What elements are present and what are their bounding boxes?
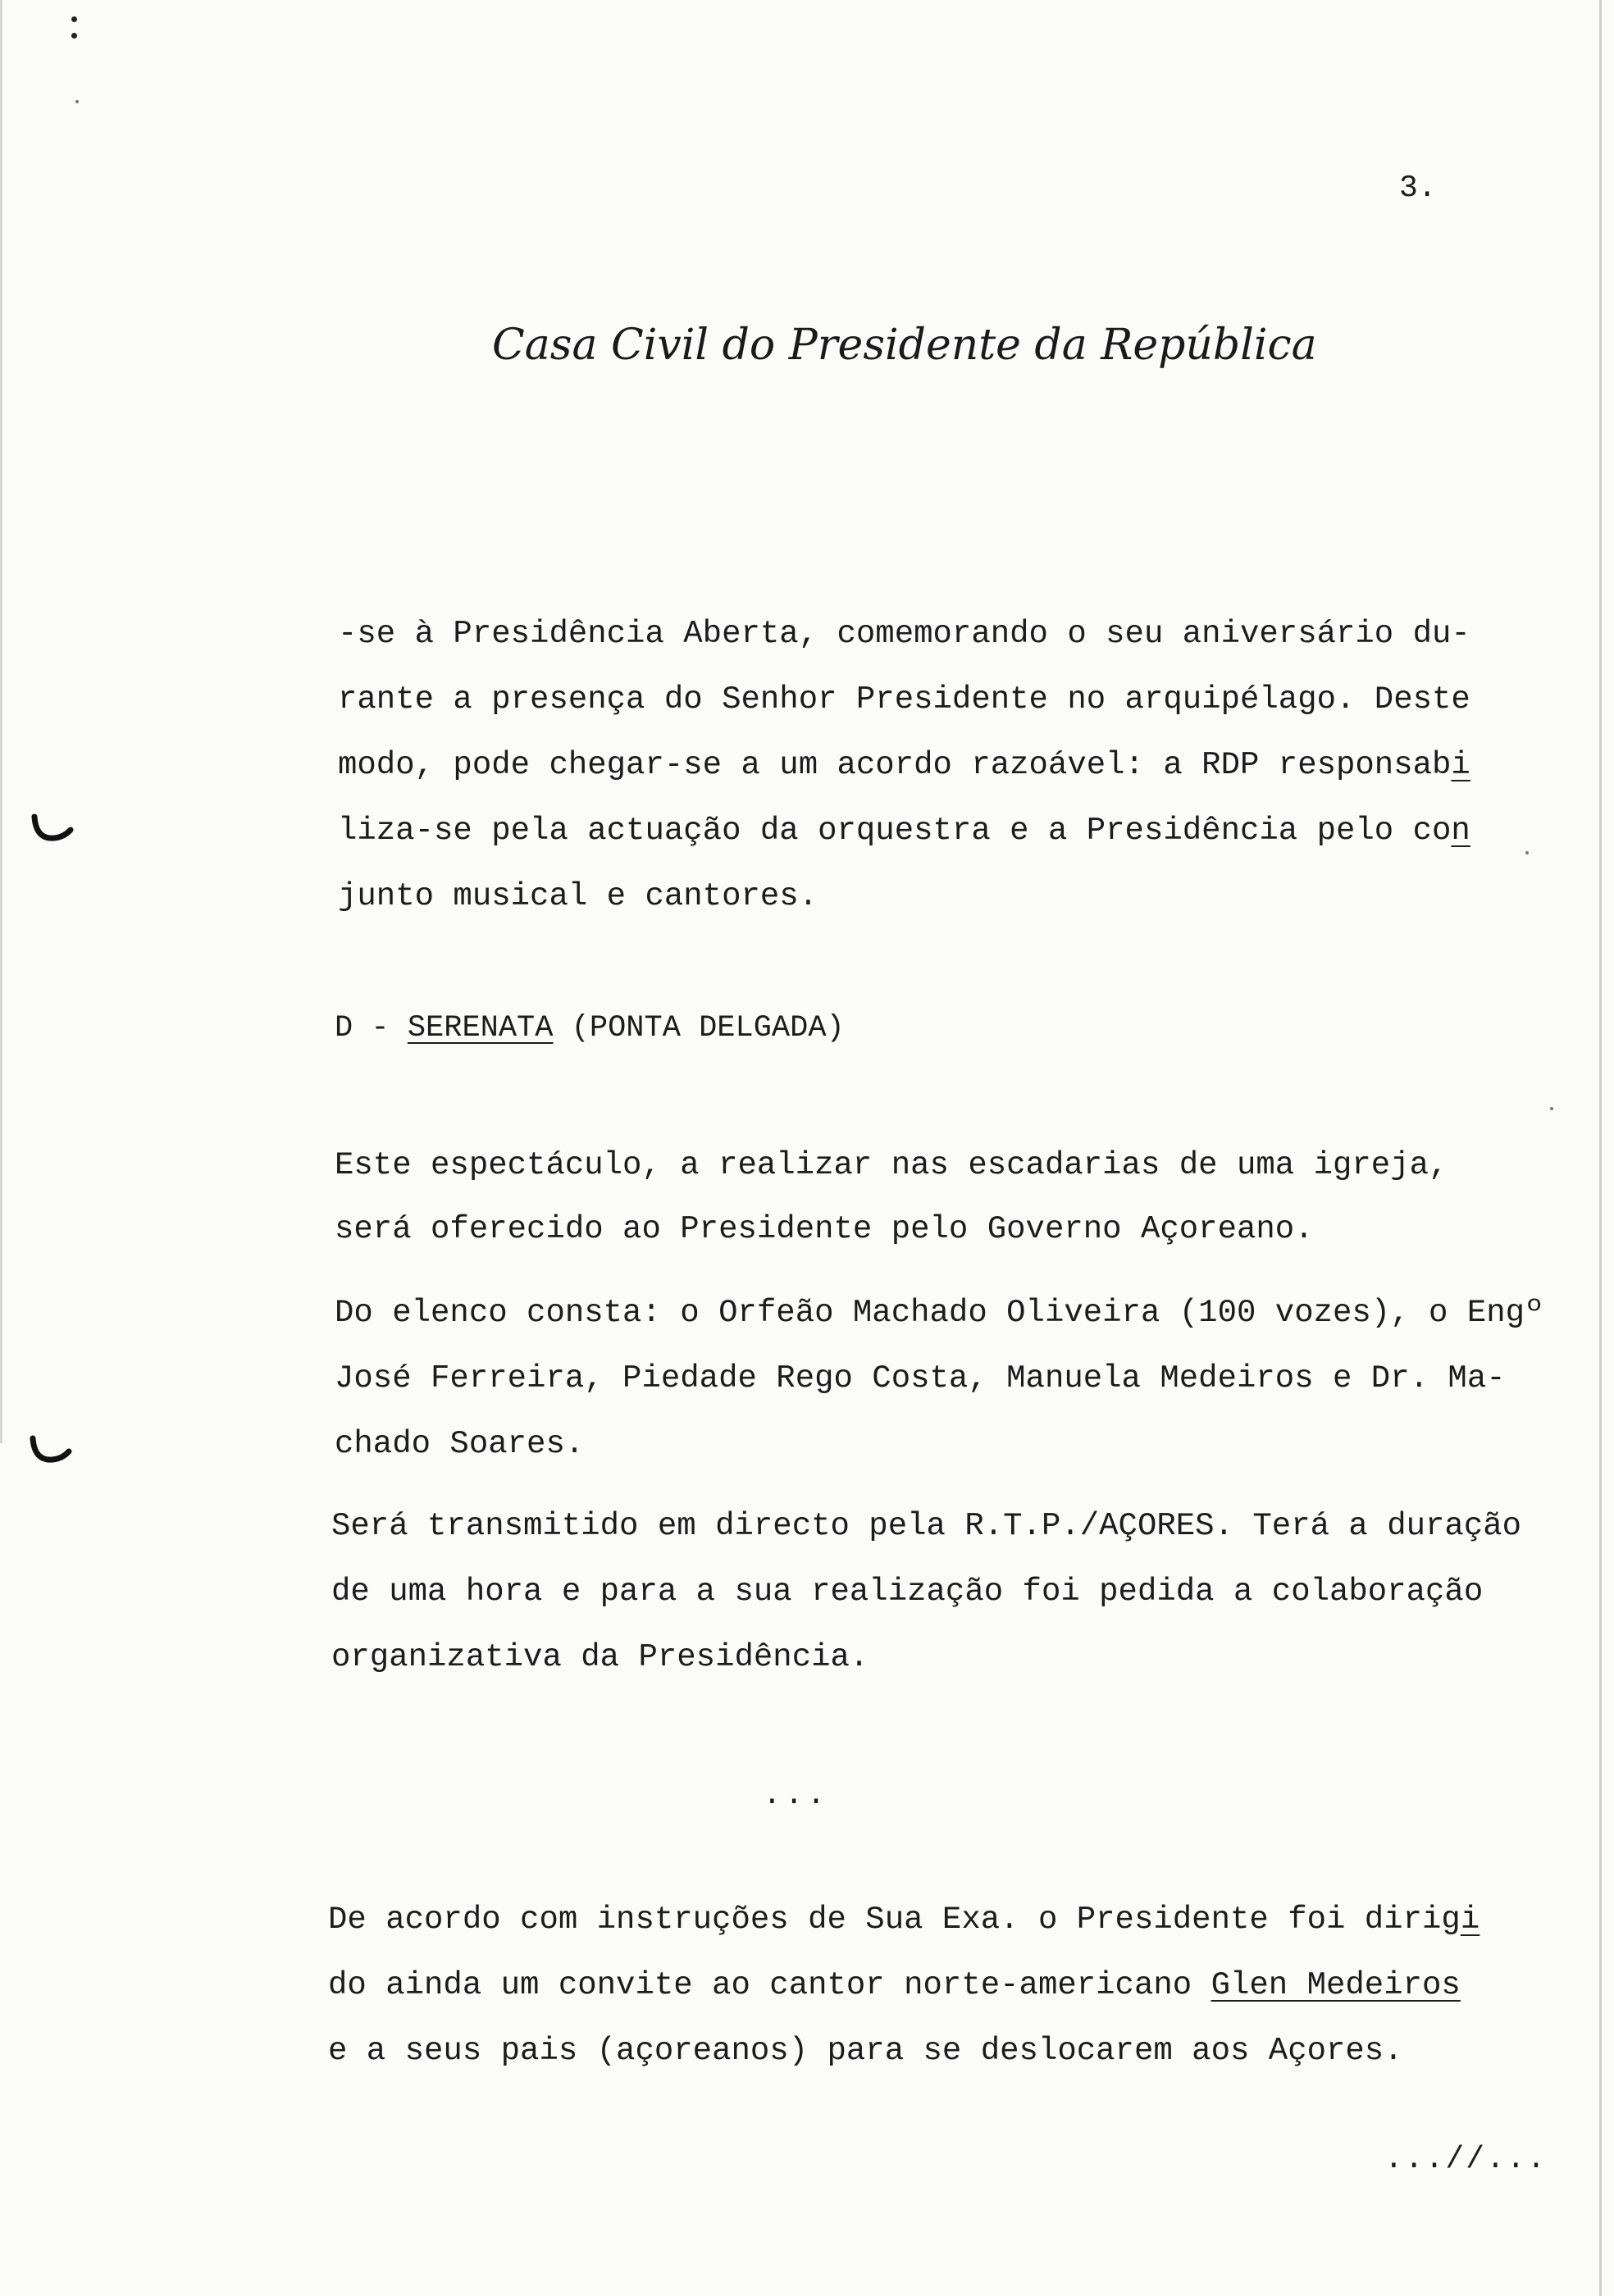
text-line: rante a presença do Senhor Presidente no arquipélago. Deste	[338, 681, 1470, 718]
text-line	[328, 1904, 1480, 1936]
text-line: Este espectáculo, a realizar nas escadarias de uma igreja,	[335, 1147, 1448, 1183]
text-line	[328, 1967, 1461, 2003]
section-heading	[335, 1011, 845, 1046]
scan-speck	[1550, 1107, 1553, 1110]
scan-speck	[1525, 851, 1529, 854]
punch-hole-mark	[28, 812, 77, 853]
letterhead	[492, 305, 1317, 387]
text-line: Do elenco consta: o Orfeão Machado Oliveira (100 vozes), o Engº	[335, 1295, 1544, 1331]
text-line: de uma hora e para a sua realização foi pedida a colaboração	[331, 1574, 1484, 1610]
page-number: 3.	[1399, 171, 1437, 206]
text-line: e a seus pais (açoreanos) para se deslocarem aos Açores.	[328, 2033, 1403, 2069]
text-line: organizativa da Presidência.	[331, 1639, 869, 1675]
page-left-edge	[0, 0, 2, 1443]
text-segment: modo, pode chegar-se a um acordo razoável: a RDP responsab	[338, 747, 1452, 783]
underlined-text: i	[1460, 1902, 1480, 1938]
scan-mark	[71, 33, 77, 39]
text-line: será oferecido ao Presidente pelo Governo Açoreano.	[335, 1211, 1314, 1247]
text-segment: do ainda um convite ao cantor norte-americano	[328, 1967, 1211, 2003]
scan-speck	[75, 100, 79, 103]
text-line: -se à Presidência Aberta, comemorando o seu aniversário du-	[338, 616, 1470, 652]
scan-mark	[71, 16, 77, 22]
section-separator: ...	[763, 1778, 829, 1813]
punch-hole-mark	[26, 1433, 75, 1474]
section-subtitle: (PONTA DELGADA)	[553, 1011, 845, 1046]
section-prefix: D -	[335, 1011, 408, 1046]
underlined-name: Glen Medeiros	[1210, 1967, 1461, 2003]
text-line	[338, 749, 1470, 781]
section-title: SERENATA	[407, 1011, 554, 1046]
underlined-text: i	[1451, 747, 1470, 783]
page-right-edge	[1599, 0, 1602, 2296]
text-line: José Ferreira, Piedade Rego Costa, Manuela Medeiros e Dr. Ma-	[335, 1360, 1506, 1396]
text-line: Será transmitido em directo pela R.T.P./AÇORES. Terá a duração	[331, 1508, 1522, 1544]
underlined-text: n	[1451, 813, 1470, 849]
text-line	[338, 815, 1470, 847]
text-line: junto musical e cantores.	[338, 878, 818, 914]
text-segment: De acordo com instruções de Sua Exa. o Presidente foi dirig	[328, 1902, 1461, 1938]
continuation-mark: ...//...	[1384, 2142, 1548, 2177]
text-segment: liza-se pela actuação da orquestra e a Presidência pelo co	[338, 813, 1452, 849]
letterhead-text: Casa Civil do Presidente da República	[492, 321, 1317, 370]
text-line: chado Soares.	[335, 1426, 585, 1462]
